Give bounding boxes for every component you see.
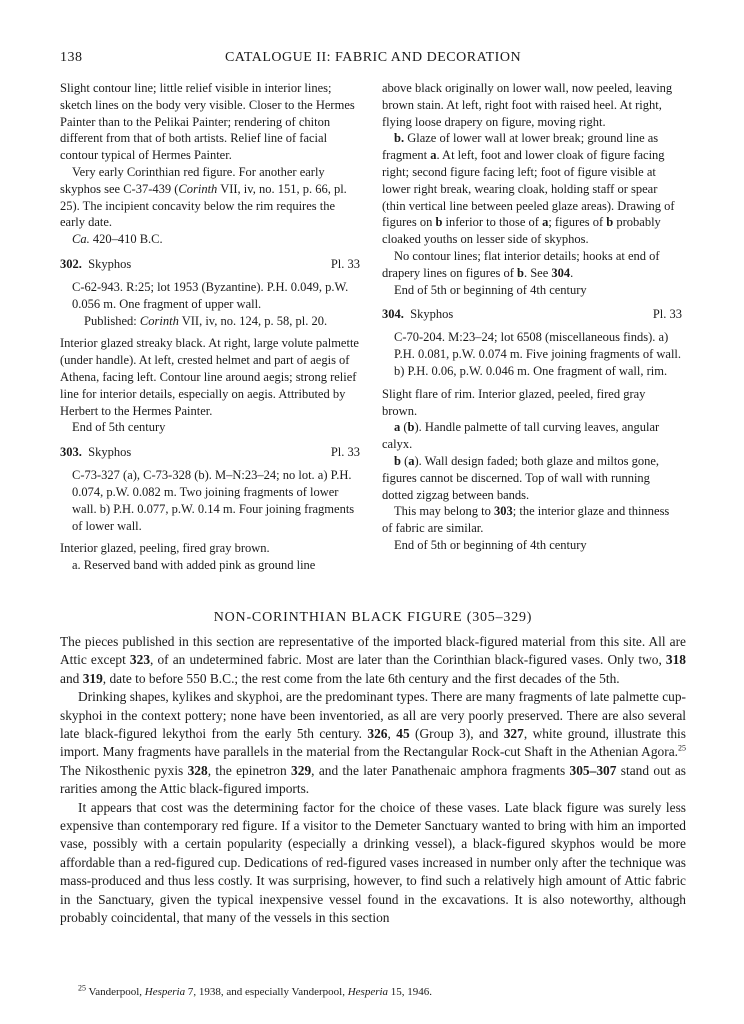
entry-302-published: Published: Corinth VII, iv, no. 124, p. 58, pl. 20. xyxy=(84,313,328,328)
section-paragraph-1: The pieces published in this section are representative of the imported black-figured material from this site. All are Attic except 323, of an undetermined fabric. Most are later than the Corinthian black-figured vases. Only two, 318 and 319, date to before 550 B.C.; the rest come from the late 6th century and the first decades of the 5th. xyxy=(60,634,686,686)
date-line: Ca. 420–410 B.C. xyxy=(72,232,163,247)
entry-number: 304. xyxy=(382,307,404,322)
paragraph-early-red-figure: Very early Corinthian red figure. For another early skyphos see C-37-439 (Corinth VII, iv, no. 151, p. 66, pl. 25). The incipient concavity below the rim requires the early date. xyxy=(60,164,347,230)
entry-304-heading xyxy=(382,306,682,323)
entry-304-fragment-a: a (b). Handle palmette of tall curving leaves, angular calyx. xyxy=(382,420,660,452)
paragraph-contour: Slight contour line; little relief visible in interior lines; sketch lines on the body very visible. Closer to the Hermes Painter than to the Pelikai Painter; rendering of chiton different from that of both artists. Relief line of facial contour typical of Hermes Painter. xyxy=(60,81,355,163)
entry-304-date: End of 5th or beginning of 4th century xyxy=(394,537,587,552)
left-column xyxy=(60,80,360,574)
entry-303-date: End of 5th or beginning of 4th century xyxy=(394,282,587,297)
entry-302-description: Interior glazed streaky black. At right, large volute palmette (under handle). At left, crested helmet and part of aegis of Athena, facing left. Contour line around aegis; strong relief line for interior details, especially on aegis. Attributed by Herbert to the Hermes Painter. xyxy=(60,336,359,418)
entry-303-inventory: C-73-327 (a), C-73-328 (b). M–N:23–24; no lot. a) P.H. 0.074, p.W. 0.082 m. Two joining fragments of lower wall. b) P.H. 0.077, p.W. 0.14 m. Four joining fragments of lower wall. xyxy=(72,468,355,533)
cross-reference[interactable]: 303 xyxy=(494,504,513,519)
entry-number: 302. xyxy=(60,256,82,271)
entry-302-heading xyxy=(60,256,360,273)
entry-303-fragment-a: a. Reserved band with added pink as ground line xyxy=(72,558,316,573)
entry-303-fragment-b: b. Glaze of lower wall at lower break; ground line as fragment a. At left, foot and lower cloak of figure facing right; second figure facing left; foot of figure visible at lower right break, wearing cloak, holding staff or spear (thin vertical line between peeled glaze areas). Drawing of figures on b inferior to those of a; figures of b probably cloaked youths on lesser side of skyphos. xyxy=(382,131,675,247)
footnote-marker[interactable]: 25 xyxy=(678,743,686,753)
entry-304-inventory: C-70-204. M:23–24; lot 6508 (miscellaneous finds). a) P.H. 0.081, p.W. 0.074 m. Five joining fragments of wall. b) P.H. 0.06, p.W. 0.046 m. One fragment of wall, rim. xyxy=(394,330,682,378)
running-title: CATALOGUE II: FABRIC AND DECORATION xyxy=(224,50,522,65)
plate-reference: Pl. 33 xyxy=(330,445,360,460)
entry-304-description: Slight flare of rim. Interior glazed, peeled, fired gray brown. xyxy=(382,386,646,418)
entry-303-heading xyxy=(60,444,360,461)
page-number: 138 xyxy=(60,50,83,65)
entry-304-fragment-b: b (a). Wall design faded; both glaze and miltos gone, figures cannot be discerned. Top of wall with running dotted zigzag between bands. xyxy=(382,453,660,502)
entry-303-notes: No contour lines; flat interior details; hooks at end of drapery lines on figures of b. See 304. xyxy=(382,248,660,280)
entry-name: Skyphos xyxy=(88,256,132,271)
section-paragraph-2: Drinking shapes, kylikes and skyphoi, are the predominant types. There are many fragments of late palmette cup-skyphoi in the context pottery; none have been inventoried, as all are very poorly preserved. There are also several late black-figured lekythoi from the early 5th century. 326, 45 (Group 3), and 327, white ground, illustrate this import. Many fragments have parallels in the material from the Rectangular Rock-cut Shaft in the Athenian Agora.$^{25}$ The Nikosthenic pyxis 328, the epinetron 329, and the later Panathenaic amphora fragments 305–307 stand out as rarities among the Attic black-figured imports. xyxy=(60,689,686,797)
right-column xyxy=(382,80,682,554)
plate-reference: Pl. 33 xyxy=(330,256,360,271)
entry-name: Skyphos xyxy=(410,307,454,322)
section-body xyxy=(60,633,686,928)
entry-303-continued: above black originally on lower wall, now peeled, leaving brown stain. At left, right foot with raised heel. At right, flying loose drapery on figure, moving right. xyxy=(382,81,673,129)
entry-302-inventory: C-62-943. R:25; lot 1953 (Byzantine). P.H. 0.049, p.W. 0.056 m. One fragment of upper wall. xyxy=(72,279,349,311)
plate-reference: Pl. 33 xyxy=(652,307,682,322)
cross-reference[interactable]: 304 xyxy=(551,265,571,280)
section-paragraph-3: It appears that cost was the determining factor for the choice of these vases. Late black figure was surely less expensive than contemporary red figure. If a visitor to the Demeter Sanctuary wanted to bring with him an imported vase, possibly with a certain popularity (especially a drinking vessel), a black-figured skyphos would be more affordable than a red-figured cup. Dedications of red-figured vases increased in number only after the technique was mass-produced and thus less costly. It was surprising, however, to find such a relatively high amount of Attic fabric in the Sanctuary, given the typical inexpensive vessel found in the excavations. It is also noteworthy, although probably coincidental, that many of the vessels in this section xyxy=(60,799,686,926)
section-title: NON-CORINTHIAN BLACK FIGURE (305–329) xyxy=(213,610,533,625)
footnote-number: 25 xyxy=(78,983,86,993)
running-header xyxy=(60,50,686,70)
entry-302-date: End of 5th century xyxy=(72,420,166,435)
entry-number: 303. xyxy=(60,445,82,460)
entry-304-note: This may belong to 303; the interior glaze and thinness of fabric are similar. xyxy=(382,504,670,536)
entry-303-interior: Interior glazed, peeling, fired gray brown. xyxy=(60,541,270,556)
footnote: $^{25}$ Vanderpool, Hesperia 7, 1938, and especially Vanderpool, Hesperia 15, 1946. xyxy=(78,983,433,998)
entry-name: Skyphos xyxy=(88,445,132,460)
